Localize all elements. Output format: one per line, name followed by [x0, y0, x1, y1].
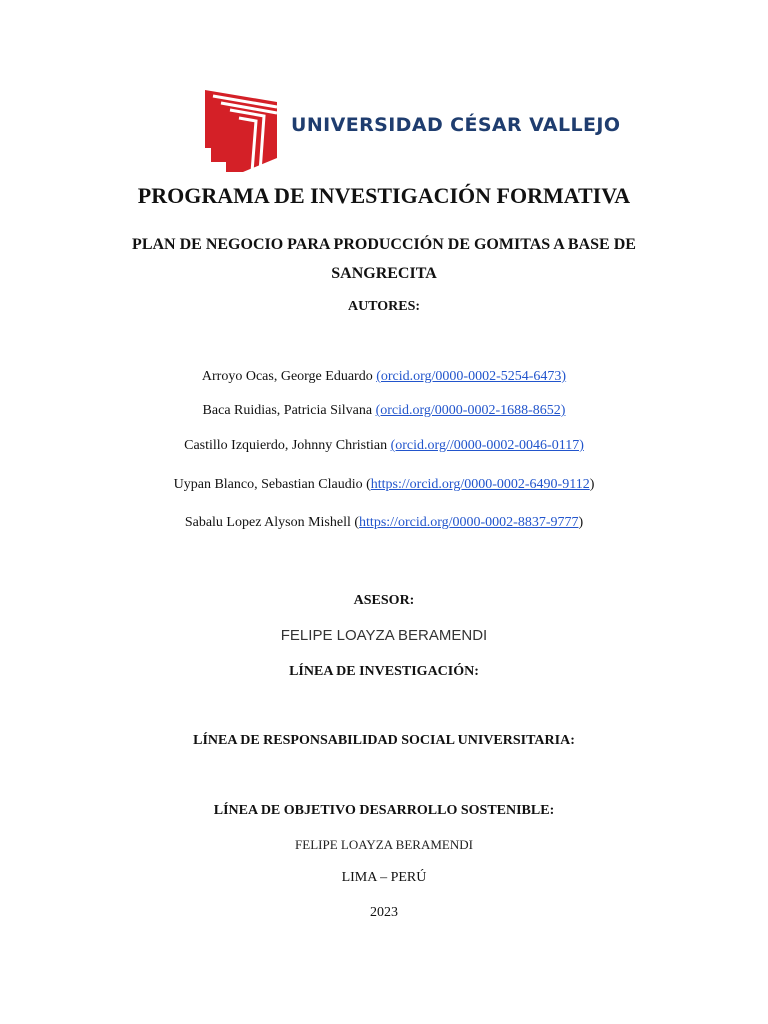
advisor-name: FELIPE LOAYZA BERAMENDI	[280, 627, 488, 644]
author-name: Castillo Izquierdo, Johnny Christian	[184, 438, 388, 453]
advisor-label: ASESOR:	[353, 593, 415, 608]
authors-label: AUTORES:	[347, 299, 421, 314]
sdg-line-value: FELIPE LOAYZA BERAMENDI	[295, 837, 473, 852]
research-line-label: LÍNEA DE INVESTIGACIÓN:	[289, 664, 479, 679]
author-entry: Uypan Blanco, Sebastian Claudio (https://orcid.org/0000-0002-6490-9112)	[173, 477, 595, 492]
program-title: PROGRAMA DE INVESTIGACIÓN FORMATIVA	[137, 183, 631, 208]
author-name: Uypan Blanco, Sebastian Claudio	[173, 477, 363, 492]
thesis-title-line1: PLAN DE NEGOCIO PARA PRODUCCIÓN DE GOMITAS A BASE DE	[132, 236, 636, 253]
ucv-shield-icon	[204, 88, 278, 174]
author-name: Arroyo Ocas, George Eduardo	[201, 369, 373, 384]
university-logo	[204, 88, 624, 174]
author-entry	[0, 369, 768, 385]
year: 2023	[370, 905, 398, 920]
orcid-link[interactable]: https://orcid.org/0000-0002-8837-9777	[359, 515, 579, 530]
social-responsibility-line-label: LÍNEA DE RESPONSABILIDAD SOCIAL UNIVERSITARIA:	[193, 733, 575, 748]
orcid-link[interactable]: https://orcid.org/0000-0002-6490-9112	[370, 477, 590, 492]
thesis-title-line2: SANGRECITA	[331, 265, 437, 282]
author-entry	[0, 438, 768, 454]
orcid-link[interactable]: (orcid.org/0000-0002-1688-8652)	[375, 403, 566, 418]
location: LIMA – PERÚ	[341, 870, 427, 885]
author-name: Sabalu Lopez Alyson Mishell	[184, 515, 351, 530]
author-entry	[0, 403, 768, 419]
author-entry: Sabalu Lopez Alyson Mishell (https://orcid.org/0000-0002-8837-9777)	[184, 515, 584, 530]
orcid-link[interactable]: (orcid.org/0000-0002-5254-6473)	[376, 369, 567, 384]
author-name: Baca Ruidias, Patricia Silvana	[202, 403, 373, 418]
thesis-title	[0, 230, 768, 288]
orcid-link[interactable]: (orcid.org//0000-0002-0046-0117)	[390, 438, 584, 453]
university-name: UNIVERSIDAD CÉSAR VALLEJO	[291, 114, 621, 136]
sdg-line-label: LÍNEA DE OBJETIVO DESARROLLO SOSTENIBLE:	[213, 803, 555, 818]
